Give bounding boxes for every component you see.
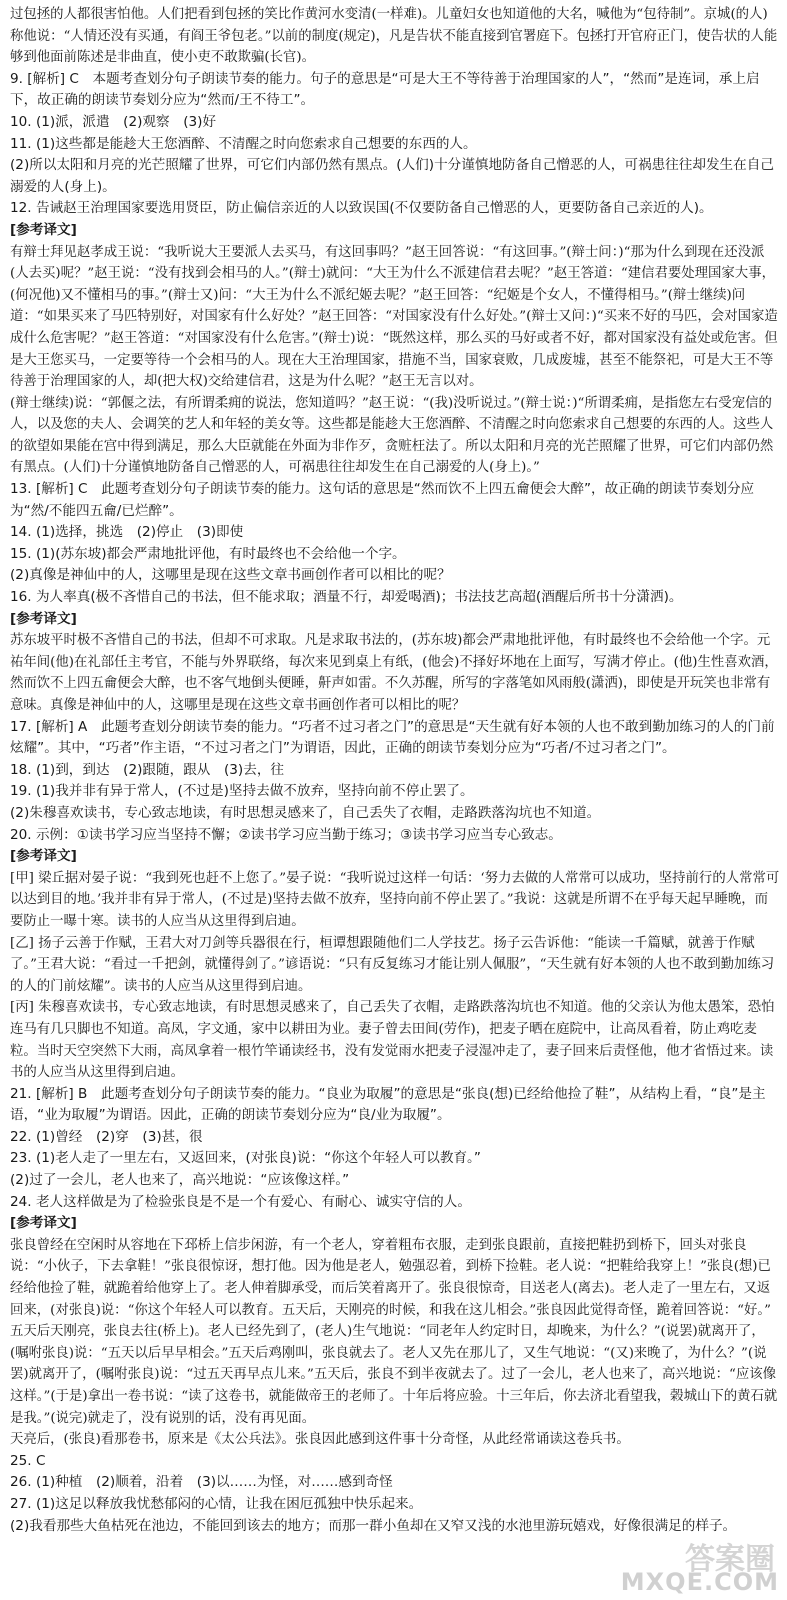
answer-item: 13. [解析] C 此题考查划分句子朗读节奏的能力。这句话的意思是“然而饮不上四五龠便会大醉”，故正确的朗读节奏划分应为“然/不能四五龠/已烂醉”。 <box>10 481 755 519</box>
answer-subitem: (2)过了一会儿，老人也来了，高兴地说：“应该像这样。” <box>10 1172 350 1189</box>
answer-item: 25. C <box>10 1452 46 1469</box>
translation-paragraph: [丙] 朱穆喜欢读书，专心致志地读，有时思想灵感来了，自己丢失了衣帽，走路跌落沟坑也不知道。他的父亲认为他太愚笨，恐怕连马有几只脚也不知道。高凤，字文通，家中以耕田为业。妻子曾去田间(劳作)，把麦子晒在庭院中，让高凤看着，防止鸡吃麦粒。当时天空突然下大雨，高凤拿着一根竹竿诵读经书，没有发觉雨水把麦子浸湿冲走了，妻子回来后责怪他，他才省悟过来。读书的人应当从这里得到启迪。 <box>10 1000 775 1081</box>
answer-item: 22. (1)曾经 (2)穿 (3)甚，很 <box>10 1128 203 1145</box>
watermark-en-text: MXQE.COM <box>620 1568 779 1596</box>
translation-paragraph: 五天后天刚亮，张良去往(桥上)。老人已经先到了，(老人)生气地说：“同老年人约定时日，却晚来，为什么？”(说罢)就离开了，(嘱咐张良)说：“五天以后早早相会。”五天后鸡刚叫，张良就去了。老人又先在那儿了，又生气地说：“(又)来晚了，为什么？”(说罢)就离开了，(嘱咐张良)说：“过五天再早点儿来。”五天后，张良不到半夜就去了。过了一会儿，老人也来了，高兴地说：“应该像这样。”(于是)拿出一卷书说：“读了这卷书，就能做帝王的老师了。十年后将应验。十三年后，你去济北看望我，榖城山下的黄石就是我。”(说完)就走了，没有说别的话，没有再见面。 <box>10 1324 778 1426</box>
answer-subitem: (2)朱穆喜欢读书，专心致志地读，有时思想灵感来了，自己丢失了衣帽，走路跌落沟坑也不知道。 <box>10 804 601 821</box>
reference-translation-heading: [参考译文] <box>10 610 77 627</box>
answer-item: 26. (1)种植 (2)顺着，沿着 (3)以……为怪，对……感到奇怪 <box>10 1474 393 1491</box>
reference-translation-heading: [参考译文] <box>10 848 77 865</box>
answer-item: 16. 为人率真(极不吝惜自己的书法，但不能求取；酒量不行，却爱喝酒)；书法技艺高超(酒醒后所书十分潇洒)。 <box>10 589 683 606</box>
answer-item: 20. 示例：①读书学习应当坚持不懈；②读书学习应当勤于练习；③读书学习应当专心致志。 <box>10 826 562 843</box>
reference-translation-heading: [参考译文] <box>10 221 77 238</box>
answer-item: 10. (1)派，派遣 (2)观察 (3)好 <box>10 113 217 130</box>
translation-paragraph: 张良曾经在空闲时从容地在下邳桥上信步闲游，有一个老人，穿着粗布衣服，走到张良跟前，直接把鞋扔到桥下，回头对张良说：“小伙子，下去拿鞋！”张良很惊讶，想打他。因为他是老人，勉强忍着，到桥下捡鞋。老人说：“把鞋给我穿上！”张良(想)已经给他捡了鞋，就跪着给他穿上了。老人伸着脚承受，而后笑着离开了。张良很惊奇，目送老人(离去)。老人走了一里左右，又返回来，(对张良)说：“你这个年轻人可以教育。五天后，天刚亮的时候，和我在这儿相会。”张良因此觉得奇怪，跪着回答说：“好。” <box>10 1237 771 1318</box>
answer-subitem: (2)我看那些大鱼枯死在池边，不能回到该去的地方；而那一群小鱼却在又窄又浅的水池里游玩嬉戏，好像很满足的样子。 <box>10 1517 737 1534</box>
answer-item: 18. (1)到，到达 (2)跟随，跟从 (3)去，往 <box>10 761 285 778</box>
answer-item: 15. (1)(苏东坡)都会严肃地批评他，有时最终也不会给他一个字。 <box>10 545 406 562</box>
site-watermark <box>619 1534 779 1596</box>
translation-paragraph: 天亮后，(张良)看那卷书，原来是《太公兵法》。张良因此感到这件事十分奇怪，从此经常诵读这卷兵书。 <box>10 1432 630 1448</box>
answer-page <box>10 4 780 1537</box>
translation-paragraph: 苏东坡平时极不吝惜自己的书法，但却不可求取。凡是求取书法的，(苏东坡)都会严肃地批评他，有时最终也不会给他一个字。元祐年间(他)在礼部任主考官，不能与外界联络，每次来见到桌上有纸，(他会)不择好坏地在上面写，写满才停止。(他)生性喜欢酒，然而饮不上四五龠便会大醉，也不客气地倒头便睡，鼾声如雷。不久苏醒，所写的字落笔如风雨般(潇洒)，即使是开玩笑也非常有意味。真像是神仙中的人，这哪里是现在这些文章书画创作者可以相比的呢？ <box>10 633 778 713</box>
translation-paragraph: 有辩士拜见赵孝成王说：“我听说大王要派人去买马，有这回事吗？”赵王回答说：“有这回事。”(辩士问：)“那为什么到现在还没派(人去买)呢？”赵王说：“没有找到会相马的人。”(辩士)就问：“大王为什么不派建信君去呢？”赵王答道：“建信君要处理国家大事，(何况他)又不懂相马的事。”(辩士又)问：“大王为什么不派纪姬去呢？”赵王回答：“纪姬是个女人，不懂得相马。”(辩士继续)问道：“如果买来了马匹特别好，对国家有什么好处？”赵王回答：“对国家没有什么好处。”(辩士又问：)“买来不好的马匹，会对国家造成什么危害呢？”赵王答道：“对国家没有什么危害。”(辩士)说：“既然这样，那么买的马好或者不好，都对国家没有益处或危害。但是大王您买马，一定要等待一个会相马的人。现在大王治理国家，措施不当，国家衰败，几成废墟，甚至不能祭祀，可是大王不等待善于治理国家的人，却(把大权)交给建信君，这是为什么呢？”赵王无言以对。 <box>10 244 778 390</box>
answer-item: 27. (1)这足以释放我忧愁郁闷的心情，让我在困厄孤独中快乐起来。 <box>10 1495 423 1512</box>
watermark-cn-text: 答案圈 <box>685 1542 775 1577</box>
translation-continuation: 过包拯的人都很害怕他。人们把看到包拯的笑比作黄河水变清(一样难)。儿童妇女也知道他的大名，喊他为“包待制”。京城(的人)称他说：“人情还没有买通，有阎王爷包老。”以前的制度(规定)，凡是告状不能直接到官署庭下。包拯打开官府正门，使告状的人能够到他面前陈述是非曲直，使小吏不敢欺骗(长官)。 <box>10 7 778 66</box>
translation-paragraph: [乙] 扬子云善于作赋，王君大对刀剑等兵器很在行，桓谭想跟随他们二人学技艺。扬子云告诉他：“能读一千篇赋，就善于作赋了。”王君大说：“看过一千把剑，就懂得剑了。”谚语说：“只有反复练习才能让别人佩服”，“天生就有好本领的人也不敢到勤加练习的人的门前炫耀”。读书的人应当从这里得到启迪。 <box>10 935 775 994</box>
answer-item: 11. (1)这些都是能趁大王您酒醉、不清醒之时向您索求自己想要的东西的人。 <box>10 135 477 152</box>
answer-item: 21. [解析] B 此题考查划分句子朗读节奏的能力。“良业为取履”的意思是“张良(想)已经给他捡了鞋”，从结构上看，“良”是主语，“业为取履”为谓语。因此，正确的朗读节奏划分应为“良/业为取履”。 <box>10 1085 766 1124</box>
answer-subitem: (2)真像是神仙中的人，这哪里是现在这些文章书画创作者可以相比的呢？ <box>10 567 451 584</box>
answer-item: 17. [解析] A 此题考查划分朗读节奏的能力。“巧者不过习者之门”的意思是“天生就有好本领的人也不敢到勤加练习的人的门前炫耀”。其中，“巧者”作主语，“不过习者之门”为谓语，因此，正确的朗读节奏划分应为“巧者/不过习者之门”。 <box>10 718 775 757</box>
answer-item: 9. [解析] C 本题考查划分句子朗读节奏的能力。句子的意思是“可是大王不等待善于治理国家的人”，“然而”是连词，承上启下，故正确的朗读节奏划分应为“然而/王不待工”。 <box>10 70 760 109</box>
answer-subitem: (2)所以太阳和月亮的光芒照耀了世界，可它们内部仍然有黑点。(人们)十分谨慎地防备自己憎恶的人，可祸患往往却发生在自己溺爱的人(身上)。 <box>10 157 774 195</box>
answer-item: 14. (1)选择，挑选 (2)停止 (3)即使 <box>10 524 244 541</box>
translation-paragraph: (辩士继续)说：“郭偃之法，有所谓柔痈的说法，您知道吗？”赵王说：“(我)没听说过。”(辩士说：)“所谓柔痈，是指您左右受宠信的人，以及您的夫人、会调笑的艺人和年轻的美女等。这些都是能趁大王您酒醉、不清醒之时向您索求自己想要的东西的人。这些人的欲望如果能在宫中得到满足，那么大臣就能在外面为非作歹，贪赃枉法了。所以太阳和月亮的光芒照耀了世界，可它们内部仍然有黑点。(人们)十分谨慎地防备自己憎恶的人，可祸患往往却发生在自己溺爱的人(身上)。” <box>10 395 774 476</box>
answer-item: 12. 告诫赵王治理国家要选用贤臣，防止偏信亲近的人以致误国(不仅要防备自己憎恶的人，更要防备自己亲近的人)。 <box>10 200 713 217</box>
answer-item: 19. (1)我并非有异于常人，(不过是)坚持去做不放弃，坚持向前不停止罢了。 <box>10 783 474 800</box>
translation-paragraph: [甲] 梁丘据对晏子说：“我到死也赶不上您了。”晏子说：“我听说过这样一句话：‘努力去做的人常常可以成功，坚持前行的人常常可以达到目的地。’我并非有异于常人，(不过是)坚持去做不放弃，坚持向前不停止罢了。”我说：这就是所谓不在乎每天起早睡晚，而要防止一曝十寒。读书的人应当从这里得到启迪。 <box>10 870 780 929</box>
answer-item: 24. 老人这样做是为了检验张良是不是一个有爱心、有耐心、诚实守信的人。 <box>10 1193 471 1210</box>
reference-translation-heading: [参考译文] <box>10 1215 77 1232</box>
answer-item: 23. (1)老人走了一里左右，又返回来，(对张良)说：“你这个年轻人可以教育。” <box>10 1150 481 1167</box>
